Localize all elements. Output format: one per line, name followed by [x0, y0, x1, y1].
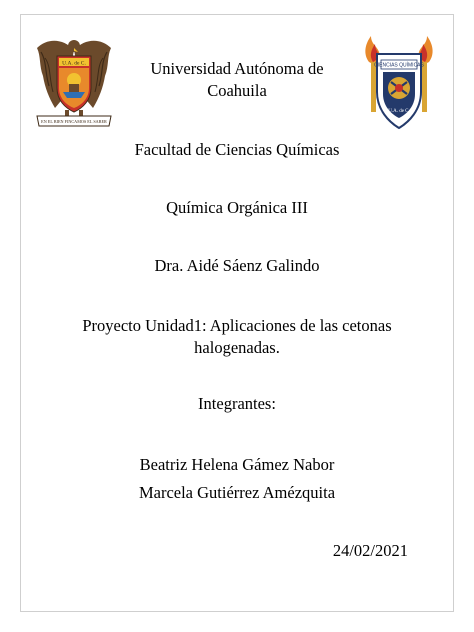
left-logo-initials: U.A. de C. [62, 60, 86, 67]
facultad-ciencias-quimicas-shield-icon [357, 32, 441, 132]
project-title: Proyecto Unidad1: Aplicaciones de las cetonas halogenadas. [82, 316, 392, 357]
member-name: Beatriz Helena Gámez Nabor [139, 455, 335, 474]
member-name: Marcela Gutiérrez Amézquita [138, 483, 336, 502]
course-name: Química Orgánica III [166, 198, 308, 217]
professor-name: Dra. Aidé Sáenz Galindo [154, 256, 320, 275]
left-logo-motto: EN EL BIEN FINCAMOS EL SABER [41, 119, 107, 125]
right-logo-initials: U.A. de C. [388, 109, 410, 114]
uadec-eagle-crest-icon [35, 36, 113, 132]
members-label: Integrantes: [198, 394, 276, 413]
faculty-name: Facultad de Ciencias Químicas [134, 140, 340, 159]
university-title: Universidad Autónoma de Coahuila [150, 59, 324, 100]
right-logo-banner: CIENCIAS QUÍMICAS [374, 62, 424, 69]
document-date: 24/02/2021 [332, 541, 408, 560]
